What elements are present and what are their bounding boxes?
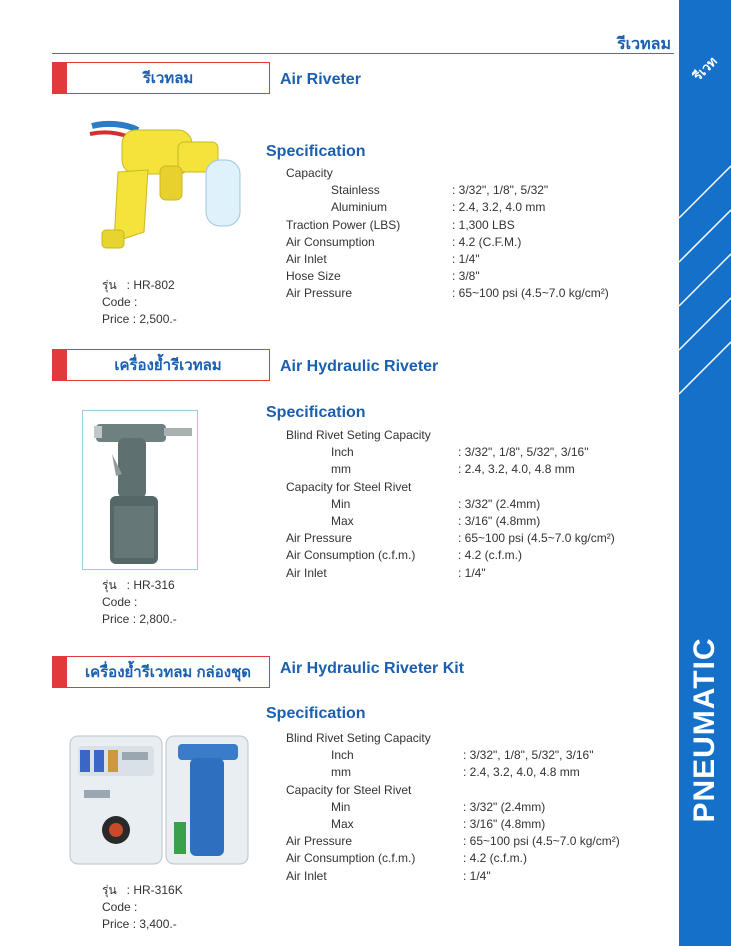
model-value: : HR-802	[126, 278, 175, 292]
product-title-en: Air Hydraulic Riveter	[280, 358, 439, 375]
spec-label: Air Pressure	[286, 834, 353, 849]
price-value: : 2,800.-	[132, 612, 177, 626]
product-info	[102, 577, 177, 628]
spec-value: : 4.2 (C.F.M.)	[452, 234, 522, 249]
spec-value: : 3/8"	[452, 269, 480, 284]
air-hydraulic-riveter-image	[82, 410, 198, 570]
spec-title: Specification	[266, 404, 366, 421]
spec-label: Min	[331, 799, 351, 814]
spec-value: : 65~100 psi (4.5~7.0 kg/cm²)	[452, 286, 609, 301]
spec-value: : 2.4, 3.2, 4.0, 4.8 mm	[463, 765, 580, 780]
product-title-th: เครื่องย้ำรีเวทลม	[114, 357, 222, 374]
code-label: Code	[102, 900, 131, 914]
price-value: : 2,500.-	[132, 312, 177, 326]
side-vertical-label: PNEUMATIC	[688, 637, 721, 823]
spec-value: : 3/32", 1/8", 5/32", 3/16"	[458, 445, 589, 460]
product-title-th-box	[52, 349, 270, 381]
product-title-th: รีเวทลม	[142, 70, 194, 87]
spec-label: Capacity for Steel Rivet	[286, 782, 412, 797]
spec-label: Stainless	[331, 183, 380, 198]
title-accent-bar	[53, 350, 67, 380]
spec-value: : 65~100 psi (4.5~7.0 kg/cm²)	[458, 531, 615, 546]
page-category-title: รีเวทลม	[617, 36, 671, 53]
price-label: Price	[102, 612, 130, 626]
spec-label: Blind Rivet Seting Capacity	[286, 428, 431, 442]
product-title-th-box	[52, 62, 270, 94]
spec-value: : 3/16" (4.8mm)	[458, 514, 541, 528]
spec-value: : 1/4"	[452, 252, 480, 266]
spec-title: Specification	[266, 705, 366, 722]
title-accent-bar	[53, 63, 67, 93]
code-label: Code	[102, 295, 131, 309]
spec-value: : 3/32", 1/8", 5/32"	[452, 183, 549, 198]
spec-label: Aluminium	[331, 200, 388, 215]
spec-label: Air Consumption (c.f.m.)	[286, 548, 416, 563]
air-riveter-image	[78, 112, 248, 262]
code-label: Code	[102, 595, 131, 609]
spec-title: Specification	[266, 143, 366, 160]
model-label: รุ่น	[102, 578, 117, 592]
spec-value: : 65~100 psi (4.5~7.0 kg/cm²)	[463, 834, 620, 849]
price-label: Price	[102, 312, 130, 326]
model-value: : HR-316	[126, 578, 175, 592]
spec-label: Inch	[331, 748, 354, 763]
spec-value: : 1/4"	[463, 868, 491, 883]
spec-value: : 3/32" (2.4mm)	[463, 799, 546, 814]
product-info	[102, 882, 183, 933]
riveter-kit-image	[66, 730, 252, 870]
title-accent-bar	[53, 657, 67, 687]
product-title-th-box	[52, 656, 270, 688]
spec-label: Air Consumption (c.f.m.)	[286, 851, 416, 866]
spec-value: : 1,300 LBS	[452, 217, 515, 232]
code-value: :	[134, 900, 138, 914]
product-title-en: Air Riveter	[280, 71, 361, 88]
product-title-en: Air Hydraulic Riveter Kit	[280, 660, 465, 677]
spec-label: Traction Power (LBS)	[286, 217, 401, 232]
spec-value: : 2.4, 3.2, 4.0, 4.8 mm	[458, 462, 575, 477]
spec-value: : 1/4"	[458, 565, 486, 580]
spec-value: : 3/16" (4.8mm)	[463, 817, 546, 831]
price-label: Price	[102, 917, 130, 931]
spec-label: mm	[331, 765, 351, 780]
spec-label: mm	[331, 462, 351, 477]
spec-label: Max	[331, 514, 354, 528]
header-divider	[52, 53, 674, 54]
model-label: รุ่น	[102, 883, 117, 897]
spec-label: Min	[331, 496, 351, 511]
spec-label: Air Pressure	[286, 531, 353, 546]
spec-value: : 3/32", 1/8", 5/32", 3/16"	[463, 748, 594, 763]
product-title-th: เครื่องย้ำรีเวทลม กล่องชุด	[84, 664, 252, 681]
spec-label: Blind Rivet Seting Capacity	[286, 731, 431, 745]
spec-label: Inch	[331, 445, 354, 460]
model-value: : HR-316K	[126, 883, 183, 897]
code-value: :	[134, 295, 138, 309]
model-label: รุ่น	[102, 278, 117, 292]
product-info	[102, 277, 177, 328]
spec-label: Air Consumption	[286, 234, 375, 249]
spec-value: : 4.2 (c.f.m.)	[463, 851, 528, 866]
spec-value: : 4.2 (c.f.m.)	[458, 548, 523, 563]
spec-label: Capacity	[286, 166, 333, 180]
spec-label: Hose Size	[286, 269, 341, 284]
side-tab-label: รีเวท	[690, 53, 720, 84]
spec-label: Max	[331, 817, 354, 831]
spec-value: : 2.4, 3.2, 4.0 mm	[452, 200, 546, 215]
spec-label: Air Inlet	[286, 252, 327, 266]
spec-label: Air Pressure	[286, 286, 353, 301]
spec-label: Air Inlet	[286, 565, 327, 580]
spec-label: Capacity for Steel Rivet	[286, 479, 412, 494]
spec-label: Air Inlet	[286, 868, 327, 883]
spec-value: : 3/32" (2.4mm)	[458, 496, 541, 511]
code-value: :	[134, 595, 138, 609]
price-value: : 3,400.-	[132, 917, 177, 931]
